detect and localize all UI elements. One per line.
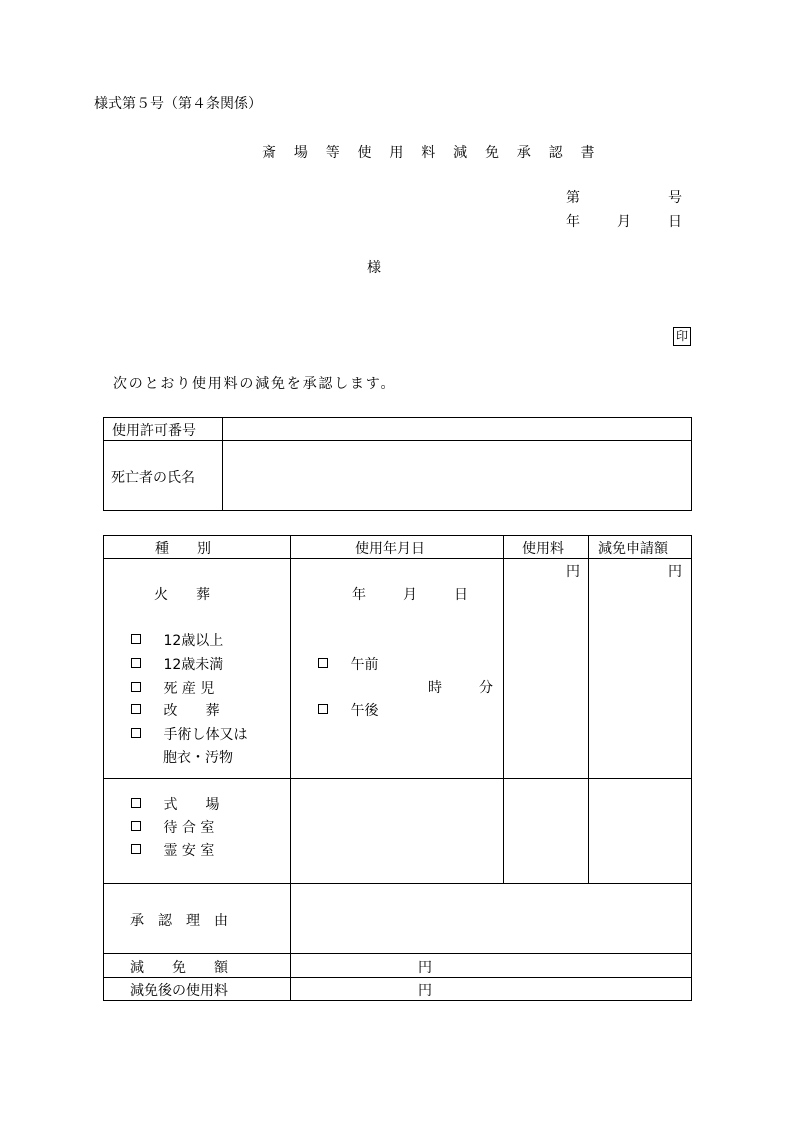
checkbox-icon[interactable] (318, 658, 328, 668)
usage-time-hour: 時 (428, 680, 442, 696)
option-surgical-remains[interactable] (131, 724, 247, 744)
document-title: 斎 場 等 使 用 料 減 免 承 認 書 (262, 145, 602, 161)
reduction-amount-yen: 円 (418, 960, 432, 976)
deceased-name-label: 死亡者の氏名 (111, 470, 195, 486)
option-under-12[interactable] (131, 654, 223, 674)
facility-row-divider (103, 883, 692, 884)
cremation-row-divider (103, 778, 692, 779)
issue-date-year: 年 (566, 214, 580, 230)
header-usage-date: 使用年月日 (355, 541, 425, 557)
option-over-12-label: 12歳以上 (163, 633, 224, 649)
fee-column-divider (588, 535, 589, 883)
reduction-amount-label: 減 免 額 (130, 960, 228, 976)
option-mortuary-label: 霊 安 室 (163, 843, 215, 859)
checkbox-icon[interactable] (318, 704, 328, 714)
checkbox-icon[interactable] (131, 821, 141, 831)
option-stillborn[interactable] (131, 678, 214, 698)
header-category: 種 別 (155, 541, 211, 557)
reason-row-divider (103, 953, 692, 954)
number-prefix: 第 (566, 190, 580, 206)
reduction-yen-unit: 円 (668, 564, 682, 580)
form-number: 様式第５号（第４条関係） (94, 96, 262, 112)
checkbox-icon[interactable] (131, 658, 141, 668)
option-surgical-remains-cont: 胞衣・汚物 (163, 750, 233, 766)
header-row-divider (103, 558, 692, 559)
option-over-12[interactable] (131, 630, 223, 650)
option-stillborn-label: 死 産 児 (163, 681, 215, 697)
permit-number-field[interactable] (224, 419, 690, 439)
usage-date-year: 年 (352, 587, 366, 603)
option-under-12-label: 12歳未満 (163, 657, 224, 673)
fee-after-reduction-label: 減免後の使用料 (130, 983, 228, 999)
option-am-label: 午前 (350, 657, 379, 673)
option-surgical-remains-label: 手術し体又は (163, 727, 248, 743)
fee-yen-unit: 円 (566, 564, 580, 580)
option-mortuary[interactable] (131, 840, 214, 860)
header-usage-fee: 使用料 (522, 541, 564, 557)
addressee-suffix: 様 (367, 260, 381, 276)
deceased-name-field[interactable] (224, 442, 690, 509)
option-ceremony-hall-label: 式 場 (163, 797, 220, 813)
option-ceremony-hall[interactable] (131, 794, 219, 814)
approval-reason-field[interactable] (292, 885, 690, 952)
intro-text: 次のとおり使用料の減免を承認します。 (113, 376, 397, 392)
number-suffix: 号 (668, 190, 682, 206)
option-waiting-room[interactable] (131, 817, 214, 837)
usage-date-month: 月 (403, 587, 417, 603)
issue-date-month: 月 (617, 214, 631, 230)
approval-reason-label: 承 認 理 由 (130, 913, 228, 929)
checkbox-icon[interactable] (131, 728, 141, 738)
checkbox-icon[interactable] (131, 844, 141, 854)
option-reburial[interactable] (131, 700, 219, 720)
option-waiting-room-label: 待 合 室 (163, 820, 215, 836)
amount-row-divider (103, 977, 692, 978)
usage-time-minute: 分 (479, 680, 493, 696)
seal-mark: 印 (673, 327, 691, 346)
option-reburial-label: 改 葬 (163, 703, 220, 719)
category-column-divider (290, 535, 291, 1001)
header-reduction-request: 減免申請額 (598, 541, 668, 557)
checkbox-icon[interactable] (131, 704, 141, 714)
cremation-label: 火 葬 (154, 587, 210, 603)
date-column-divider (503, 535, 504, 883)
permit-table-divider (103, 440, 692, 441)
issue-date-day: 日 (668, 214, 682, 230)
checkbox-icon[interactable] (131, 682, 141, 692)
permit-table-column-divider (222, 417, 223, 511)
option-pm[interactable] (318, 700, 378, 720)
permit-number-label: 使用許可番号 (112, 423, 196, 439)
fee-after-reduction-yen: 円 (418, 983, 432, 999)
option-am[interactable] (318, 654, 378, 674)
option-pm-label: 午後 (350, 703, 379, 719)
usage-date-day: 日 (454, 587, 468, 603)
checkbox-icon[interactable] (131, 798, 141, 808)
checkbox-icon[interactable] (131, 634, 141, 644)
